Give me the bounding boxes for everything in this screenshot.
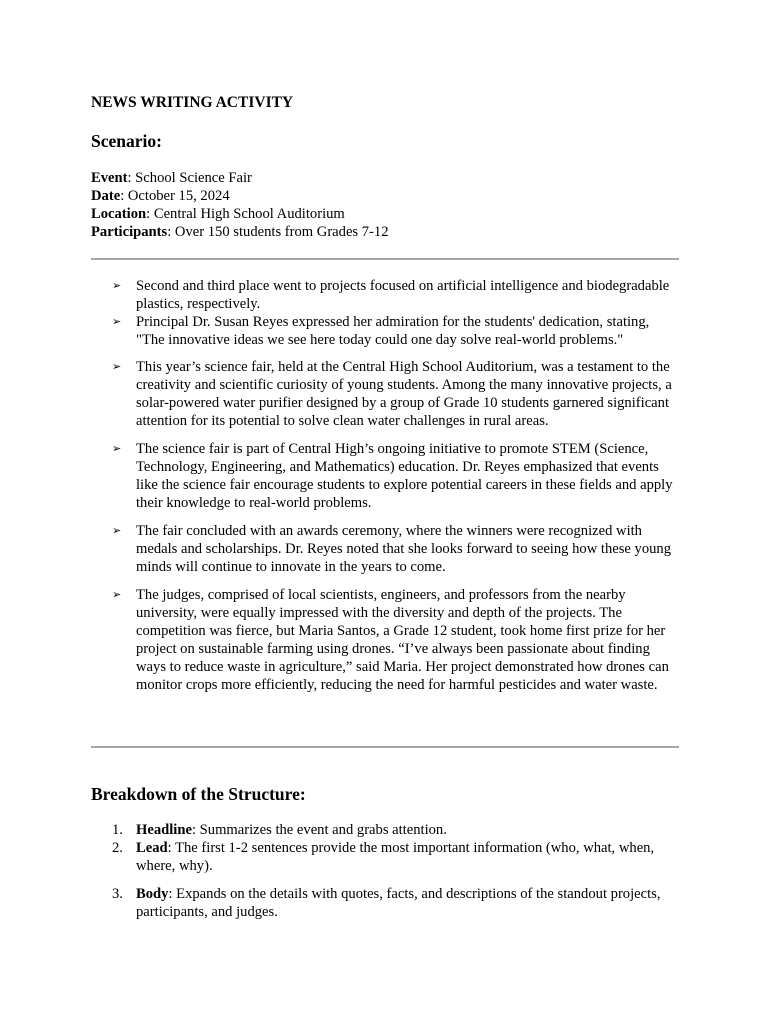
arrow-bullet-icon: ➢	[112, 524, 122, 537]
step-text: : The first 1-2 sentences provide the most important information (who, what, when, where, why).	[136, 840, 655, 874]
fact-location	[91, 205, 679, 223]
bullet-text: The fair concluded with an awards ceremony, where the winners were recognized with medals and scholarships. Dr. Reyes noted that she looks forward to seeing how these young minds will continue to innovate in the years to come.	[136, 523, 672, 575]
arrow-bullet-icon: ➢	[112, 315, 122, 328]
list-item	[91, 313, 679, 349]
list-item	[91, 522, 679, 576]
scenario-facts	[91, 169, 679, 241]
fact-label: Date	[91, 188, 121, 204]
bullet-text: The judges, comprised of local scientists, engineers, and professors from the nearby university, were equally impressed with the diversity and depth of the projects. The competition was fierce, but Maria Santos, a Grade 12 student, took home first prize for her project on sustainable farming using drones. “I’ve always been passionate about finding ways to reduce waste in agriculture,” said Maria. Her project demonstrated how drones can monitor crops more efficiently, reducing the need for harmful pesticides and water waste.	[136, 587, 669, 693]
list-item	[91, 440, 679, 512]
step-label: Body	[136, 886, 169, 902]
step-text: : Expands on the details with quotes, facts, and descriptions of the standout projects, participants, and judges.	[136, 886, 661, 920]
fact-label: Participants	[91, 224, 168, 240]
arrow-bullet-icon: ➢	[112, 279, 122, 292]
fact-value: : October 15, 2024	[120, 188, 230, 204]
arrow-bullet-icon: ➢	[112, 360, 122, 373]
fact-date	[91, 187, 679, 205]
fact-value: : Over 150 students from Grades 7-12	[167, 224, 389, 240]
fact-value: : School Science Fair	[127, 170, 252, 186]
arrow-bullet-icon: ➢	[112, 442, 122, 455]
document-title: NEWS WRITING ACTIVITY	[91, 94, 294, 111]
step-number: 3.	[112, 886, 123, 902]
step-text: : Summarizes the event and grabs attention.	[191, 822, 447, 838]
scenario-heading: Scenario:	[91, 131, 162, 151]
bullet-text: Principal Dr. Susan Reyes expressed her admiration for the students' dedication, stating, "The innovative ideas we see here today could one day solve real-world problems."	[136, 314, 650, 348]
list-item	[91, 839, 679, 875]
fact-label: Location	[91, 206, 147, 222]
fact-participants	[91, 223, 679, 241]
fact-value: : Central High School Auditorium	[146, 206, 345, 222]
list-item	[91, 885, 679, 921]
horizontal-divider	[91, 746, 679, 748]
fact-label: Event	[91, 170, 128, 186]
list-item	[91, 358, 679, 430]
arrow-bullet-icon: ➢	[112, 588, 122, 601]
list-item	[91, 277, 679, 313]
list-item	[91, 821, 679, 839]
bullet-text: Second and third place went to projects focused on artificial intelligence and biodegradable plastics, respectively.	[136, 278, 670, 312]
bullet-text: The science fair is part of Central High’s ongoing initiative to promote STEM (Science, Technology, Engineering, and Mathematics) education. Dr. Reyes emphasized that events like the science fair encourage students to explore potential careers in these fields and apply their knowledge to real-world problems.	[136, 441, 673, 511]
step-label: Headline	[136, 822, 192, 838]
step-number: 2.	[112, 840, 123, 856]
fact-event	[91, 169, 679, 187]
step-number: 1.	[112, 822, 123, 838]
horizontal-divider	[91, 258, 679, 260]
structure-steps-list	[91, 821, 679, 921]
step-label: Lead	[136, 840, 168, 856]
breakdown-heading: Breakdown of the Structure:	[91, 784, 306, 804]
bullet-text: This year’s science fair, held at the Central High School Auditorium, was a testament to the creativity and scientific curiosity of young students. Among the many innovative projects, a solar-powered water purifier designed by a group of Grade 10 students garnered significant attention for its potential to solve clean water challenges in rural areas.	[136, 359, 672, 429]
article-bullet-list	[91, 277, 679, 694]
list-item	[91, 586, 679, 694]
